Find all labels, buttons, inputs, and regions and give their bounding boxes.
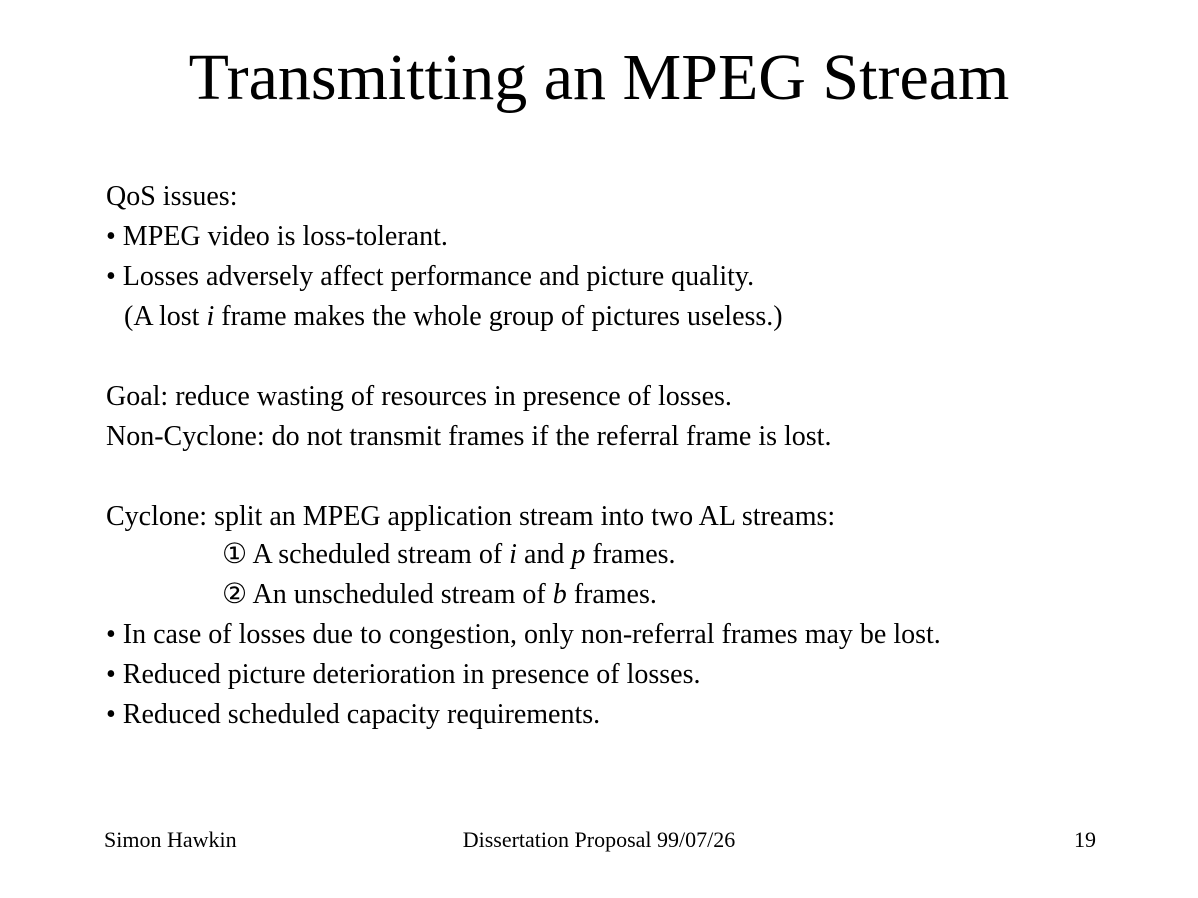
item1-suffix: frames. [585, 539, 676, 570]
item1-mid: and [516, 539, 572, 570]
cyclone-bullet-capacity: • Reduced scheduled capacity requirements. [106, 699, 601, 730]
item2-prefix: ② An unscheduled stream of [222, 579, 553, 610]
cyclone-bullet-congestion: • In case of losses due to congestion, only non-referral frames may be lost. [106, 619, 941, 650]
qos-bullet-loss-tolerant: • MPEG video is loss-tolerant. [106, 221, 448, 252]
item1-var-i: i [509, 539, 517, 570]
slide-title: Transmitting an MPEG Stream [188, 41, 1010, 114]
item2-var-b: b [552, 579, 567, 610]
item2-suffix: frames. [566, 579, 657, 610]
qos-note-prefix: (A lost [124, 301, 207, 332]
footer-center-text: Dissertation Proposal 99/07/26 [462, 827, 736, 852]
qos-heading: QoS issues: [106, 181, 238, 212]
qos-note-suffix: frame makes the whole group of pictures useless.) [214, 301, 783, 332]
cyclone-bullet-deterioration: • Reduced picture deterioration in presence of losses. [106, 659, 701, 690]
goal-line: Goal: reduce wasting of resources in presence of losses. [106, 381, 732, 412]
page-number: 19 [1074, 827, 1096, 852]
qos-note-var: i [206, 301, 215, 332]
item1-prefix: ① A scheduled stream of [222, 539, 510, 570]
non-cyclone-line: Non-Cyclone: do not transmit frames if the referral frame is lost. [106, 421, 832, 452]
cyclone-item-unscheduled [222, 578, 657, 612]
cyclone-heading: Cyclone: split an MPEG application stream into two AL streams: [106, 501, 836, 532]
cyclone-item-scheduled [222, 538, 676, 572]
footer-author: Simon Hawkin [104, 827, 237, 852]
qos-bullet-losses-affect: • Losses adversely affect performance and picture quality. [106, 261, 755, 292]
item1-var-p: p [571, 539, 586, 570]
qos-note [124, 300, 783, 334]
